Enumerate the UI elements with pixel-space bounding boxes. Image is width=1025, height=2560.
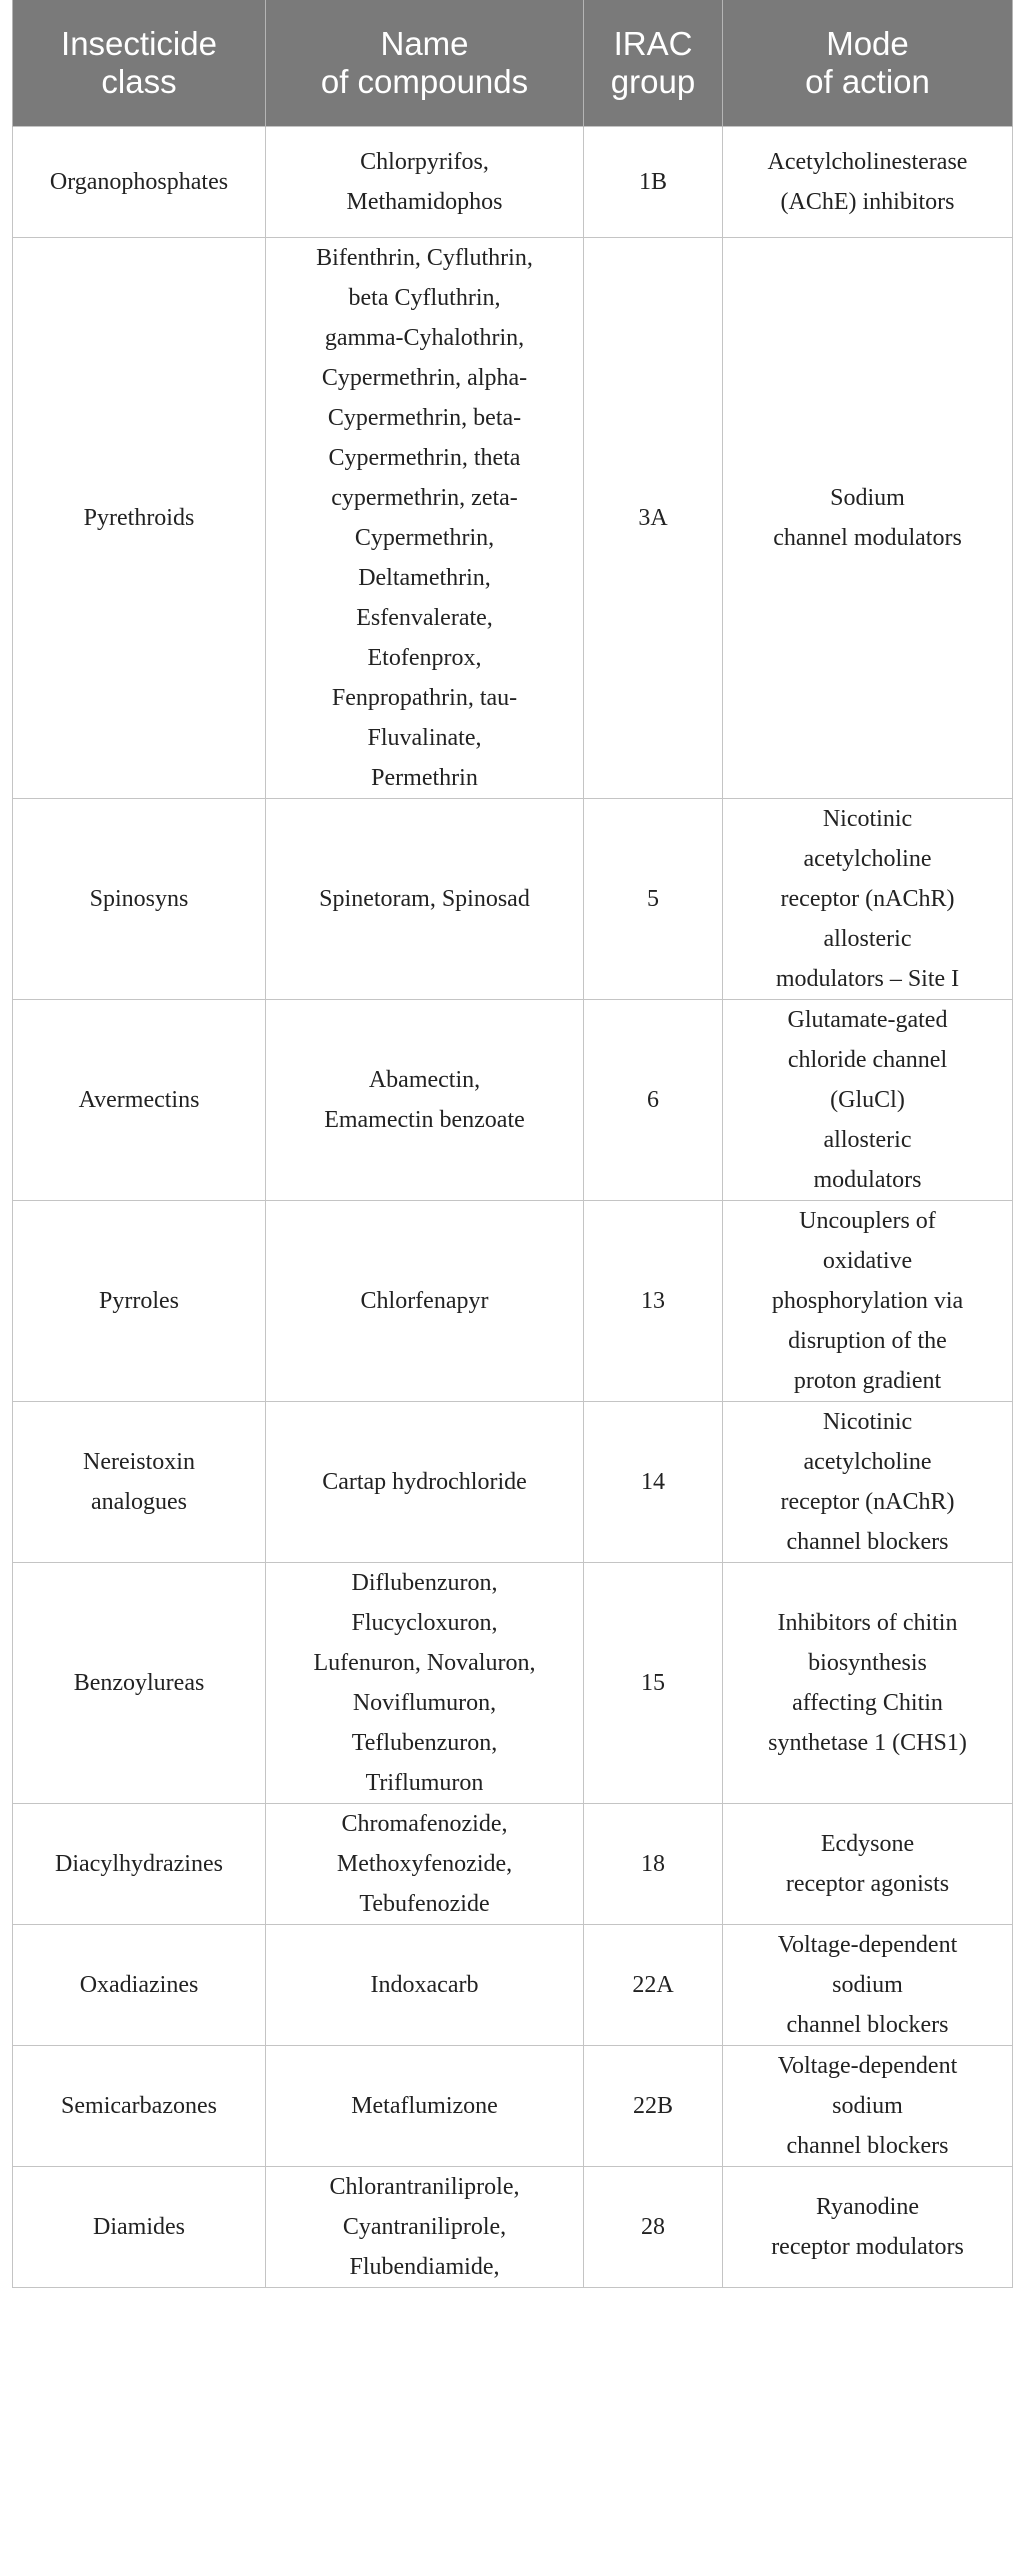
cell-text-line: Nereistoxin — [83, 1448, 195, 1475]
table-row — [13, 1562, 1013, 1803]
cell-compounds — [266, 1401, 584, 1562]
cell-text-line: Avermectins — [78, 1086, 200, 1113]
cell-text-line: Teflubenzuron, — [351, 1729, 498, 1756]
header-text-line: Mode — [826, 24, 909, 62]
cell-text-line: Sodium — [830, 484, 905, 511]
cell-text-line: channel blockers — [786, 1528, 949, 1555]
cell-irac-group: 1B — [584, 126, 723, 237]
table-row — [13, 1200, 1013, 1401]
cell-text-line: disruption of the — [788, 1327, 947, 1354]
cell-text-line: (GluCl) — [830, 1086, 905, 1113]
header-text-line: IRAC — [613, 24, 693, 62]
cell-text-line: beta Cyfluthrin, — [348, 284, 501, 311]
cell-compounds — [266, 237, 584, 798]
cell-irac-group: 22A — [584, 1924, 723, 2045]
cell-text-line: modulators — [813, 1166, 922, 1193]
cell-mode-of-action — [723, 1200, 1013, 1401]
cell-text-line: Glutamate-gated — [787, 1006, 948, 1033]
table-row — [13, 237, 1013, 798]
cell-text-line: Ecdysone — [820, 1830, 915, 1857]
cell-compounds — [266, 2045, 584, 2166]
cell-text-line: Spinosyns — [89, 885, 189, 912]
cell-mode-of-action — [723, 1401, 1013, 1562]
cell-text-line: Chlorfenapyr — [360, 1287, 489, 1314]
cell-text-line: receptor modulators — [771, 2233, 964, 2260]
table-row — [13, 1803, 1013, 1924]
cell-text-line: proton gradient — [793, 1367, 942, 1394]
cell-text-line: Fluvalinate, — [367, 724, 482, 751]
cell-compounds — [266, 1924, 584, 2045]
table-body — [13, 126, 1013, 2287]
header-mode-of-action — [723, 0, 1013, 126]
table-header — [13, 0, 1013, 126]
cell-text-line: acetylcholine — [803, 845, 932, 872]
cell-text-line: oxidative — [822, 1247, 913, 1274]
cell-text-line: Permethrin — [371, 764, 478, 791]
cell-text-line: Inhibitors of chitin — [777, 1609, 958, 1636]
cell-irac-group: 18 — [584, 1803, 723, 1924]
cell-text-line: Chlorpyrifos, — [360, 148, 489, 175]
cell-insecticide-class — [13, 237, 266, 798]
cell-text-line: Fenpropathrin, tau- — [331, 684, 518, 711]
cell-text-line: Emamectin benzoate — [324, 1106, 525, 1133]
cell-insecticide-class — [13, 126, 266, 237]
cell-mode-of-action — [723, 798, 1013, 999]
cell-text-line: sodium — [832, 1971, 903, 1998]
header-name-of-compounds — [266, 0, 584, 126]
cell-text-line: analogues — [91, 1488, 187, 1515]
cell-text-line: gamma-Cyhalothrin, — [324, 324, 525, 351]
cell-text-line: Metaflumizone — [351, 2092, 498, 2119]
cell-mode-of-action — [723, 1803, 1013, 1924]
cell-text-line: channel modulators — [773, 524, 962, 551]
cell-text-line: acetylcholine — [803, 1448, 932, 1475]
cell-text-line: Cypermethrin, alpha- — [321, 364, 528, 391]
header-insecticide-class — [13, 0, 266, 126]
cell-mode-of-action — [723, 1924, 1013, 2045]
cell-text-line: Cyantraniliprole, — [342, 2213, 507, 2240]
table-row — [13, 2045, 1013, 2166]
cell-text-line: Cypermethrin, — [354, 524, 495, 551]
cell-text-line: Pyrroles — [99, 1287, 179, 1314]
header-text-line: of compounds — [320, 62, 529, 100]
cell-text-line: receptor agonists — [785, 1870, 950, 1897]
cell-text-line: allosteric — [823, 925, 912, 952]
cell-irac-group: 15 — [584, 1562, 723, 1803]
header-text-line: class — [101, 62, 177, 100]
cell-text-line: Uncouplers of — [799, 1207, 936, 1234]
cell-text-line: sodium — [832, 2092, 903, 2119]
cell-text-line: Voltage-dependent — [777, 1931, 958, 1958]
cell-text-line: Tebufenozide — [359, 1890, 490, 1917]
header-row — [13, 0, 1013, 126]
cell-compounds — [266, 126, 584, 237]
cell-text-line: Noviflumuron, — [352, 1689, 497, 1716]
cell-text-line: Nicotinic — [822, 1408, 913, 1435]
cell-text-line: (AChE) inhibitors — [780, 188, 955, 215]
cell-text-line: Methamidophos — [346, 188, 503, 215]
cell-text-line: Voltage-dependent — [777, 2052, 958, 2079]
cell-mode-of-action — [723, 1562, 1013, 1803]
cell-insecticide-class — [13, 2166, 266, 2287]
cell-text-line: Cypermethrin, theta — [328, 444, 521, 471]
cell-text-line: Benzoylureas — [73, 1669, 205, 1696]
table-row — [13, 126, 1013, 237]
table-row — [13, 798, 1013, 999]
cell-text-line: cypermethrin, zeta- — [331, 484, 518, 511]
cell-insecticide-class — [13, 999, 266, 1200]
cell-text-line: receptor (nAChR) — [780, 1488, 955, 1515]
table-row — [13, 2166, 1013, 2287]
cell-text-line: channel blockers — [786, 2132, 949, 2159]
cell-text-line: chloride channel — [787, 1046, 948, 1073]
cell-irac-group: 28 — [584, 2166, 723, 2287]
cell-text-line: channel blockers — [786, 2011, 949, 2038]
header-irac-group — [584, 0, 723, 126]
cell-text-line: affecting Chitin — [792, 1689, 943, 1716]
cell-text-line: Ryanodine — [815, 2193, 920, 2220]
cell-compounds — [266, 1803, 584, 1924]
cell-text-line: Flucycloxuron, — [351, 1609, 498, 1636]
header-text-line: Insecticide — [61, 24, 217, 62]
cell-text-line: Chromafenozide, — [341, 1810, 508, 1837]
cell-text-line: Etofenprox, — [367, 644, 482, 671]
cell-compounds — [266, 999, 584, 1200]
cell-text-line: Flubendiamide, — [349, 2253, 500, 2280]
cell-mode-of-action — [723, 999, 1013, 1200]
cell-insecticide-class — [13, 1924, 266, 2045]
cell-text-line: Lufenuron, Novaluron, — [313, 1649, 536, 1676]
cell-insecticide-class — [13, 1803, 266, 1924]
cell-irac-group: 22B — [584, 2045, 723, 2166]
table-row — [13, 999, 1013, 1200]
cell-text-line: Esfenvalerate, — [356, 604, 493, 631]
cell-text-line: allosteric — [823, 1126, 912, 1153]
cell-text-line: Organophosphates — [49, 168, 229, 195]
cell-irac-group: 13 — [584, 1200, 723, 1401]
header-text-line: of action — [805, 62, 930, 100]
insecticide-table-container — [12, 0, 1012, 2288]
cell-mode-of-action — [723, 2166, 1013, 2287]
cell-text-line: Diacylhydrazines — [55, 1850, 223, 1877]
cell-text-line: Oxadiazines — [79, 1971, 199, 1998]
cell-mode-of-action — [723, 237, 1013, 798]
cell-insecticide-class — [13, 1562, 266, 1803]
cell-compounds — [266, 1562, 584, 1803]
cell-text-line: modulators – Site I — [775, 965, 960, 992]
table-row — [13, 1924, 1013, 2045]
cell-insecticide-class — [13, 1200, 266, 1401]
cell-text-line: Cypermethrin, beta- — [327, 404, 522, 431]
cell-text-line: Semicarbazones — [61, 2092, 217, 2119]
cell-insecticide-class — [13, 798, 266, 999]
insecticide-table — [12, 0, 1013, 2288]
cell-text-line: Acetylcholinesterase — [767, 148, 968, 175]
header-text-line: group — [610, 62, 696, 100]
cell-text-line: Triflumuron — [365, 1769, 484, 1796]
cell-text-line: Methoxyfenozide, — [336, 1850, 513, 1877]
cell-irac-group: 3A — [584, 237, 723, 798]
cell-compounds — [266, 798, 584, 999]
cell-text-line: Diamides — [93, 2213, 185, 2240]
cell-irac-group: 5 — [584, 798, 723, 999]
table-row — [13, 1401, 1013, 1562]
cell-text-line: Nicotinic — [822, 805, 913, 832]
cell-text-line: Pyrethroids — [83, 504, 195, 531]
cell-compounds — [266, 2166, 584, 2287]
cell-irac-group: 14 — [584, 1401, 723, 1562]
cell-insecticide-class — [13, 2045, 266, 2166]
cell-irac-group: 6 — [584, 999, 723, 1200]
cell-mode-of-action — [723, 2045, 1013, 2166]
cell-text-line: Abamectin, — [368, 1066, 481, 1093]
cell-text-line: receptor (nAChR) — [780, 885, 955, 912]
cell-text-line: Indoxacarb — [370, 1971, 479, 1998]
cell-text-line: biosynthesis — [808, 1649, 927, 1676]
cell-text-line: Bifenthrin, Cyfluthrin, — [316, 244, 533, 271]
cell-text-line: Spinetoram, Spinosad — [319, 885, 530, 912]
cell-text-line: synthetase 1 (CHS1) — [768, 1729, 967, 1756]
cell-text-line: Chlorantraniliprole, — [329, 2173, 520, 2200]
cell-text-line: Deltamethrin, — [358, 564, 491, 591]
cell-insecticide-class — [13, 1401, 266, 1562]
cell-compounds — [266, 1200, 584, 1401]
cell-text-line: Diflubenzuron, — [351, 1569, 498, 1596]
cell-text-line: phosphorylation via — [771, 1287, 964, 1314]
header-text-line: Name — [380, 24, 469, 62]
cell-mode-of-action — [723, 126, 1013, 237]
cell-text-line: Cartap hydrochloride — [322, 1468, 527, 1495]
